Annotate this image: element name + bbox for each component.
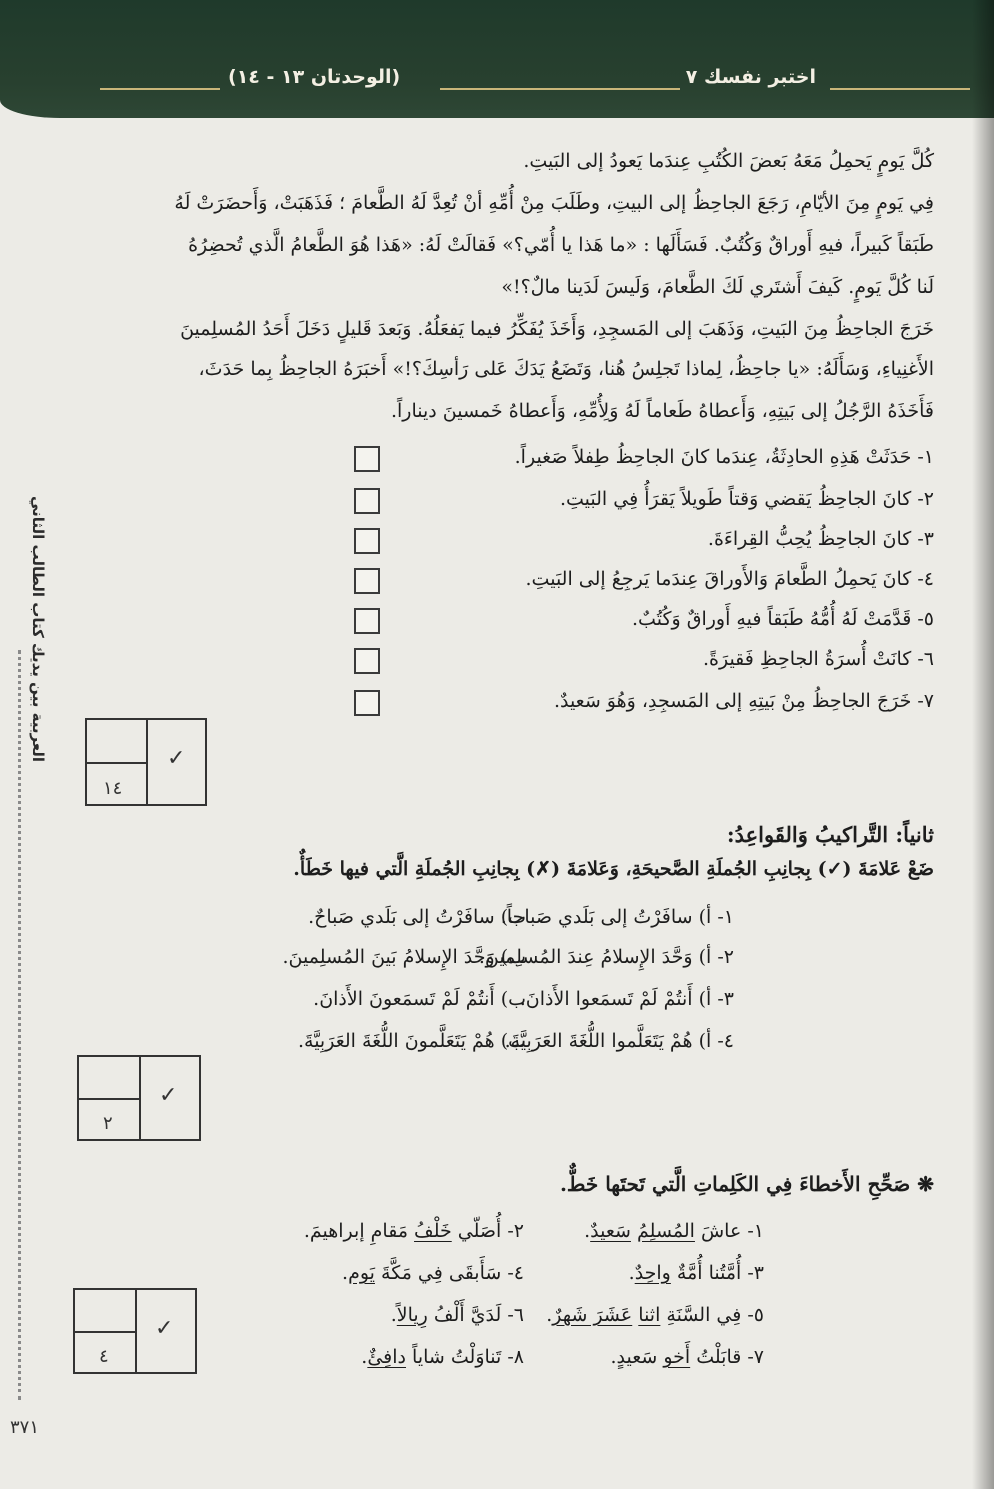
score-box-divider xyxy=(139,1057,141,1139)
statement-6-checkbox[interactable] xyxy=(354,648,380,674)
s3-text: . xyxy=(342,1262,349,1284)
score-box-divider xyxy=(135,1290,137,1372)
score-box-3 xyxy=(73,1288,197,1374)
header-divider-left xyxy=(100,88,220,90)
s3-text: . xyxy=(584,1220,591,1242)
statement-5-checkbox[interactable] xyxy=(354,608,380,634)
s2-row-1-b: ب) سافَرْتُ إلى بَلَدي صَباحٌ. xyxy=(308,906,526,928)
s3-underlined-word: يَوم xyxy=(348,1262,375,1284)
page-number: ٣٧١ xyxy=(10,1417,40,1438)
book-title-vertical: العربية بين يديك كتاب الطالب الثاني xyxy=(29,495,47,763)
s3-text: ٦- لَدَيَّ أَلْفُ xyxy=(427,1304,524,1326)
s3-text: ٣- أُمَّتُنا أُمَّةٌ xyxy=(670,1262,764,1284)
s3-text: . xyxy=(361,1346,368,1368)
score-total: ٢ xyxy=(103,1113,113,1134)
s2-row-3-b: ب) أَنتُمْ لَمْ تَسمَعونَ الأَذانَ. xyxy=(313,988,526,1010)
section-3-title: ❋ صَحِّحِ الأَخطاءَ فِي الكَلِماتِ الَّتي تَحتَها خَطٌّ. xyxy=(559,1172,934,1196)
check-mark-icon: ✓ xyxy=(155,1316,174,1341)
s3-text: . xyxy=(628,1262,635,1284)
s3-text: ١- عاشَ xyxy=(694,1220,764,1242)
s3-underlined-word: اثنا xyxy=(638,1304,661,1326)
section-2-title: ثانياً: التَّراكيبُ وَالقَواعِدُ: xyxy=(726,822,934,847)
statement-4: ٤- كانَ يَحمِلُ الطَّعامَ وَالأَوراقَ عِندَما يَرجِعُ إلى البَيتِ. xyxy=(525,568,934,590)
s3-text: . xyxy=(390,1304,397,1326)
reading-line-1: كُلَّ يَومٍ يَحمِلُ مَعَهُ بَعضَ الكُتُبِ عِندَما يَعودُ إلى البَيتِ. xyxy=(523,150,934,172)
s2-row-1-a: ١- أ) سافَرْتُ إلى بَلَدي صَباحاً. xyxy=(500,906,734,928)
statement-3-checkbox[interactable] xyxy=(354,528,380,554)
s3-text: ٥- فِي السَّنَةِ xyxy=(660,1304,764,1326)
s3-underlined-word: رِيالاً xyxy=(396,1304,428,1326)
statement-5: ٥- قَدَّمَتْ لَهُ أُمُّهُ طَبَقاً فيهِ أَوراقٌ وَكُتُبٌ. xyxy=(632,608,934,630)
s3-underlined-word: سَعيدٌ xyxy=(590,1220,631,1242)
s3-underlined-word: المُسلِمُ xyxy=(637,1220,695,1242)
statement-7: ٧- خَرَجَ الجاحِظُ مِنْ بَيتِهِ إلى المَسجِدِ، وَهُوَ سَعيدٌ. xyxy=(553,690,934,712)
statement-1: ١- حَدَثَتْ هَذِهِ الحادِثَةُ، عِندَما كانَ الجاحِظُ طِفلاً صَغيراً. xyxy=(514,446,934,468)
score-box-divider xyxy=(79,1098,139,1100)
s3-underlined-word: دافِئٌ xyxy=(367,1346,407,1368)
side-strip xyxy=(18,320,58,1400)
s2-row-2-a: ٢- أ) وَحَّدَ الإِسلامُ عِندَ المُسلِمينَ. xyxy=(478,946,734,968)
s3-row-2-a xyxy=(629,1262,764,1284)
s3-text: سَعيدٍ. xyxy=(610,1346,664,1368)
reading-line-2: فِي يَومٍ مِنَ الأيّامِ، رَجَعَ الجاحِظُ إلى البيتِ، وطَلَبَ مِنْ أُمِّهِ أنْ تُعِدَّ لَهُ الطَّعامَ ؛ فَذَهَبَتْ، وَأَحضَرَتْ لَهُ xyxy=(174,192,934,214)
reading-line-7: فَأَخَذَهُ الرَّجُلُ إلى بَيتِهِ، وَأَعطاهُ طَعاماً لَهُ وَلِأُمِّهِ، وَأَعطاهُ خَمسينَ ديناراً. xyxy=(390,400,934,422)
s2-row-4-a: ٤- أ) هُمْ يَتَعَلَّموا اللُّغَةَ العَرَبِيَّةَ. xyxy=(504,1030,734,1052)
statement-3: ٣- كانَ الجاحِظُ يُحِبُّ القِراءَةَ. xyxy=(707,528,934,550)
s3-underlined-word: أَخو xyxy=(663,1346,691,1368)
check-mark-icon: ✓ xyxy=(159,1083,178,1108)
header-title-left: (الوحدتان ١٣ - ١٤) xyxy=(228,66,401,88)
s3-row-1-b xyxy=(304,1220,524,1242)
score-box-divider xyxy=(87,762,146,764)
score-total: ٤ xyxy=(99,1346,109,1367)
header-title-right: اختبر نفسك ٧ xyxy=(685,66,816,88)
page-curve-shadow xyxy=(972,0,994,1489)
header-divider-right xyxy=(830,88,970,90)
statement-6: ٦- كانَتْ أُسرَةُ الجاحِظِ فَقيرَةً. xyxy=(702,648,934,670)
score-total: ١٤ xyxy=(103,778,123,799)
reading-line-5: خَرَجَ الجاحِظُ مِنَ البَيتِ، وَذَهَبَ إلى المَسجِدِ، وَأَخَذَ يُفَكِّرُ فيما يَفعَلُهُ. وَبَعدَ قَليلٍ دَخَلَ أَحَدُ المُسلِمينَ xyxy=(180,318,934,340)
s2-row-3-a: ٣- أ) أَنتُمْ لَمْ تَسمَعوا الأَذانَ. xyxy=(519,988,734,1010)
header-divider-mid xyxy=(440,88,680,90)
score-box-divider xyxy=(75,1331,135,1333)
score-box-1 xyxy=(85,718,207,806)
section-2-instruction: ضَعْ عَلامَةَ (✓) بِجانِبِ الجُملَةِ الصَّحيحَةِ، وَعَلامَةَ (✗) بِجانِبِ الجُملَةِ الَّتي فيها خَطَأٌ. xyxy=(293,858,934,880)
s3-row-4-a xyxy=(610,1346,764,1368)
side-dotted-line xyxy=(18,650,24,1400)
statement-2: ٢- كانَ الجاحِظُ يَقضي وَقتاً طَويلاً يَقرَأُ فِي البَيتِ. xyxy=(559,488,934,510)
s2-row-4-b: ب) هُمْ يَتَعَلَّمونَ اللُّغَةَ العَرَبِيَّةَ. xyxy=(297,1030,526,1052)
reading-line-3: طَبَقاً كَبيراً، فيهِ أَوراقٌ وَكُتُبٌ. فَسَأَلَها : «ما هَذا يا أُمّي؟» فَقالَتْ لَهُ: «هَذا هُوَ الطَّعامُ الَّذي تُحضِرُهُ xyxy=(188,234,934,256)
s3-text: ٨- تَناوَلْتُ شاياً xyxy=(406,1346,524,1368)
s3-underlined-word: خَلْفُ xyxy=(414,1220,452,1242)
s3-underlined-word: عَشَرَ شَهرٌ xyxy=(552,1304,633,1326)
s3-text: ٢- أُصَلّي xyxy=(451,1220,524,1242)
statement-4-checkbox[interactable] xyxy=(354,568,380,594)
s3-text: ٤- سَأَبقَى فِي مَكَّةَ xyxy=(374,1262,524,1284)
check-mark-icon: ✓ xyxy=(167,746,186,771)
s3-row-3-a xyxy=(546,1304,764,1326)
reading-line-6: الأَغنِياءِ، وَسَأَلَهُ: «يا جاحِظُ، لِماذا تَجلِسُ هُنا، وَتَضَعُ يَدَكَ عَلى رَأسِكَ؟!» أَخبَرَهُ الجاحِظُ بِما حَدَثَ، xyxy=(198,358,934,380)
score-box-divider xyxy=(146,720,148,804)
statement-7-checkbox[interactable] xyxy=(354,690,380,716)
s3-row-2-b xyxy=(342,1262,524,1284)
s3-underlined-word: واحِدٌ xyxy=(634,1262,671,1284)
s2-row-2-b: ب) وَحَّدَ الإِسلامُ بَينَ المُسلِمينَ. xyxy=(282,946,526,968)
s3-row-3-b xyxy=(391,1304,524,1326)
score-box-2 xyxy=(77,1055,201,1141)
statement-1-checkbox[interactable] xyxy=(354,446,380,472)
header-band xyxy=(0,0,994,118)
s3-text: . xyxy=(546,1304,553,1326)
reading-line-4: لَنا كُلَّ يَومٍ. كَيفَ أَشتَري لَكَ الطَّعامَ، وَلَيسَ لَدَينا مالٌ؟!» xyxy=(501,276,934,298)
statement-2-checkbox[interactable] xyxy=(354,488,380,514)
s3-text: ٧- قابَلْتُ xyxy=(690,1346,764,1368)
s3-text: مَقامِ إبراهيمَ. xyxy=(303,1220,415,1242)
s3-row-4-b xyxy=(361,1346,524,1368)
s3-row-1-a xyxy=(584,1220,764,1242)
